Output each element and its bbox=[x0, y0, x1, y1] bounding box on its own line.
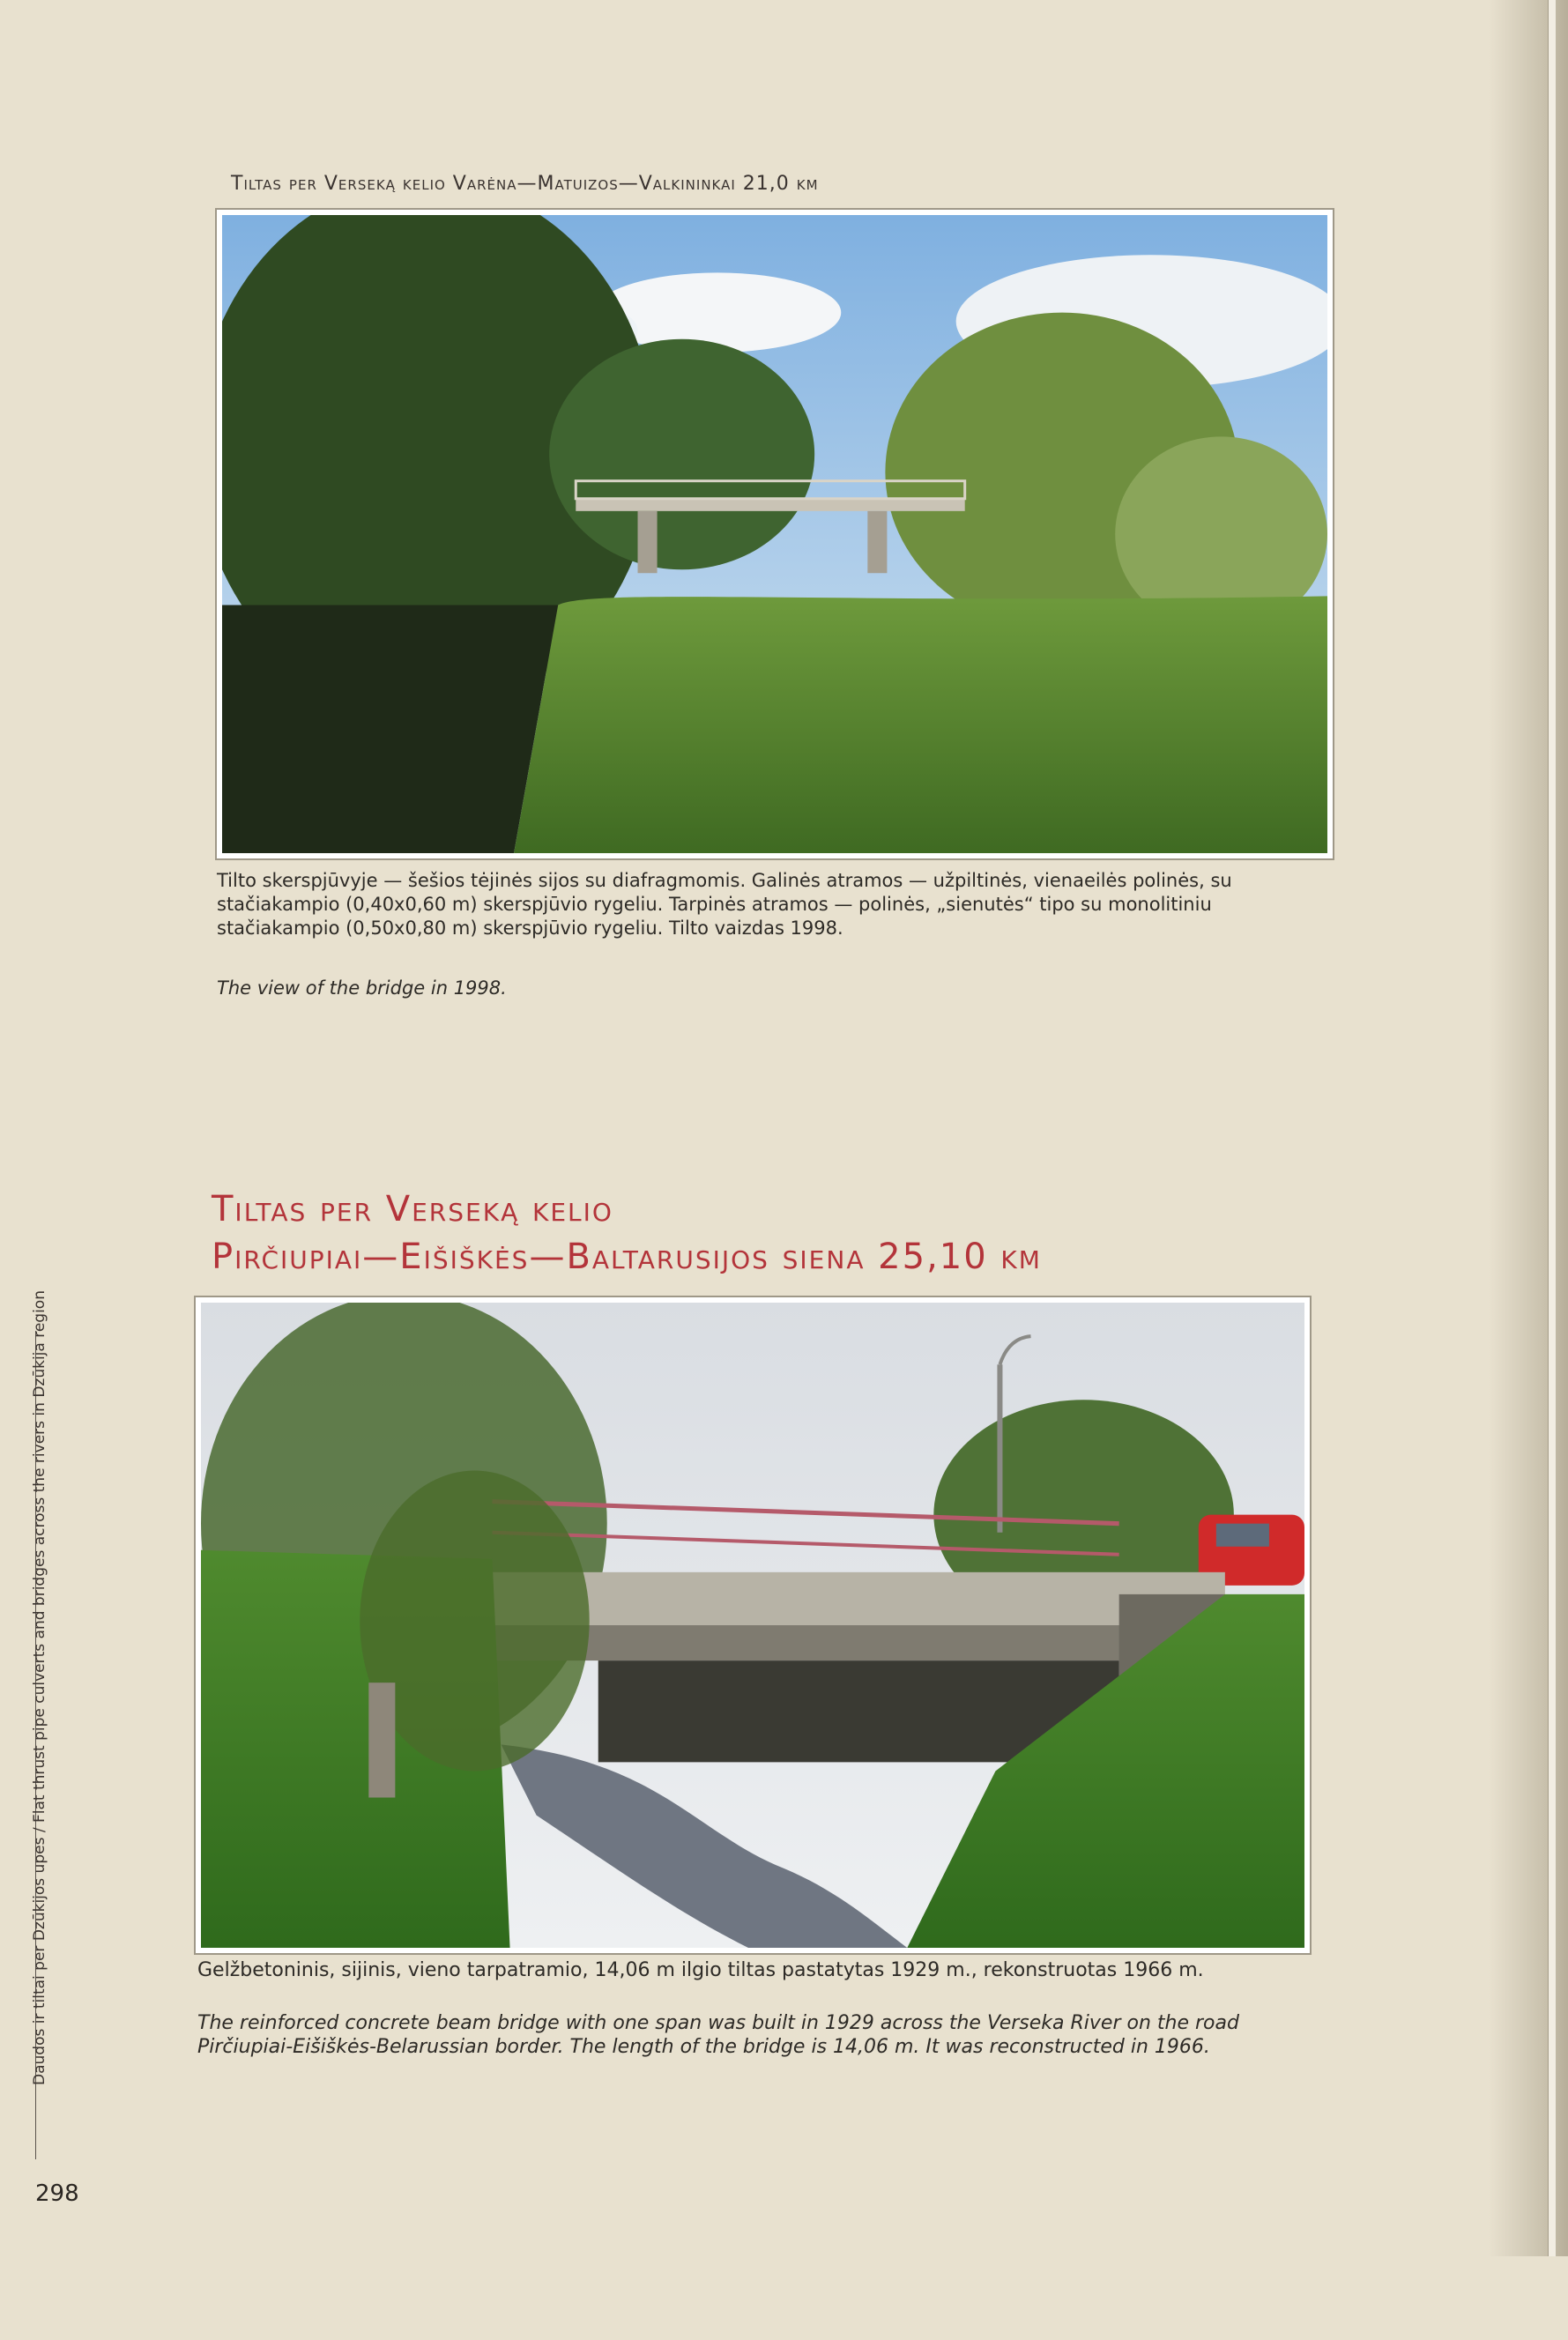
heading-line-2: Pirčiupiai—Eišiškės—Baltarusijos siena 25,10 km bbox=[212, 1237, 1042, 1277]
photo1-description: Tilto skerspjūvyje — šešios tėjinės sijos su diafragmomis. Galinės atramos — užpiltinės, vienaeilės polinės, su stačiakampio (0,40x0,60 m) skerspjūvio rygeliu. Tarpinės atramos — polinės, „sienutės“ tipo su monolitiniu stačiakampio (0,50x0,80 m) skerspjūvio rygeliu. Tilto vaizdas 1998. bbox=[217, 870, 1232, 939]
running-title: Daudos ir tiltai per Dzūkijos upes / Flat thrust pipe culverts and bridges across the rivers in Dzūkija region bbox=[31, 1290, 48, 2085]
page-gutter-shadow bbox=[1489, 0, 1568, 2256]
heading-line-1: Tiltas per Verseką kelio bbox=[212, 1189, 613, 1229]
page-number: 298 bbox=[35, 2180, 79, 2207]
bridge-photo-verseka bbox=[194, 1296, 1312, 1955]
photo2-description-en: The reinforced concrete beam bridge with one span was built in 1929 across the Verseka River on the road Pirčiupiai-Eišiškės-Belarussian border. The length of the bridge is 14,06 m. It was reconstructed in 1966. bbox=[197, 2012, 1239, 2058]
section-heading bbox=[212, 1185, 1181, 1281]
bridge-photo-1998 bbox=[215, 208, 1334, 860]
photo1-caption: Tiltas per Verseką kelio Varėna—Matuizos—Valkininkai 21,0 km bbox=[231, 173, 819, 195]
photo2-description: Gelžbetoninis, sijinis, vieno tarpatramio, 14,06 m ilgio tiltas pastatytas 1929 m., rekonstruotas 1966 m. bbox=[197, 1959, 1204, 1981]
photo1-description-en: The view of the bridge in 1998. bbox=[217, 977, 507, 999]
page-edge bbox=[1548, 0, 1556, 2256]
